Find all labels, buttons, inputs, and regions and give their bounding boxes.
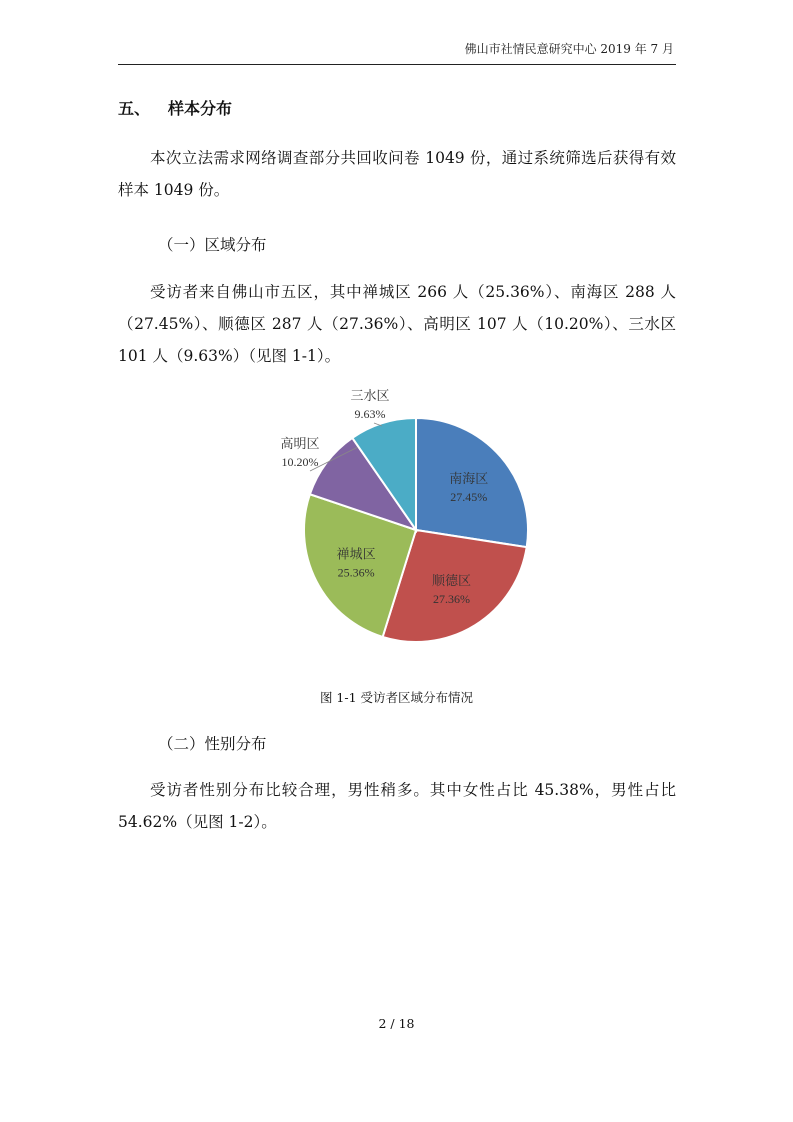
slice-label: 南海区 xyxy=(449,471,489,487)
section-heading xyxy=(118,96,232,119)
slice-label: 三水区 xyxy=(350,389,390,404)
gender-subtitle: （二）性别分布 xyxy=(158,735,267,753)
slice-label: 高明区 xyxy=(280,437,320,452)
region-paragraph: 受访者来自佛山市五区，其中禅城区 266 人（25.36%）、南海区 288 人（27.45%）、顺德区 287 人（27.36%）、高明区 107 人（10.20%）、三水区 101 人（9.63%）（见图 1-1）。 xyxy=(118,283,676,365)
gender-paragraph: 受访者性别分布比较合理，男性稍多。其中女性占比 45.38%，男性占比 54.62%（见图 1-2）。 xyxy=(118,781,676,831)
section-title: 样本分布 xyxy=(168,99,233,118)
intro-paragraph: 本次立法需求网络调查部分共回收问卷 1049 份，通过系统筛选后获得有效样本 1049 份。 xyxy=(118,149,676,199)
figure-caption: 图 1-1 受访者区域分布情况 xyxy=(319,690,474,705)
slice-label: 顺德区 xyxy=(431,574,472,589)
slice-percent: 27.36% xyxy=(433,592,470,606)
page-header: 佛山市社情民意研究中心 2019 年 7 月 xyxy=(464,42,674,56)
header-rule xyxy=(118,64,676,65)
region-pie-chart xyxy=(250,388,550,658)
slice-percent: 27.45% xyxy=(450,489,488,504)
slice-percent: 9.63% xyxy=(354,407,386,421)
region-subtitle: （一）区域分布 xyxy=(158,236,267,254)
page-number: 2 / 18 xyxy=(378,1016,415,1031)
slice-percent: 25.36% xyxy=(337,565,375,580)
slice-percent: 10.20% xyxy=(281,455,319,469)
section-number: 五、 xyxy=(118,99,151,118)
slice-label: 禅城区 xyxy=(336,547,376,563)
